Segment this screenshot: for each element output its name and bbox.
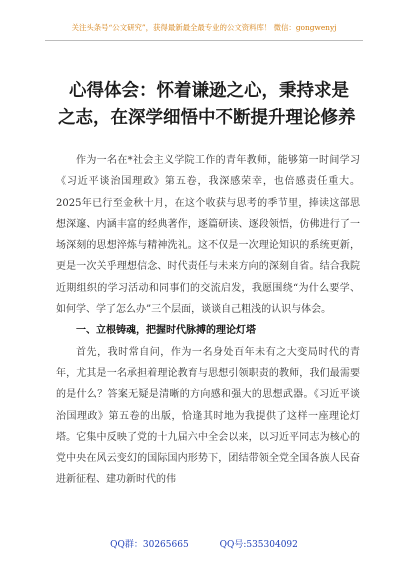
- document-body: [56, 150, 360, 491]
- section-heading-1: 一、立根铸魂，把握时代脉搏的理论灯塔: [76, 325, 256, 337]
- intro-paragraph: 作为一名在*社会主义学院工作的青年教师，能够第一时间学习《习近平谈治国理政》第五卷，我深感荣幸，也倍感责任重大。2025年已行至金秋十月，在这个收获与思考的季节里，捧读这部思想深邃、内涵丰富的经典著作，逐篇研读、逐段领悟，仿佛进行了一场深刻的思想淬炼与精神洗礼。这不仅是一次理论知识的系统更新，更是一次关乎理想信念、时代责任与未来方向的深刻自省。结合我院近期组织的学习活动和同事们的交流启发，我愿围绕“为什么要学、如何学、学了怎么办”三个层面，谈谈自己粗浅的认识与体会。: [56, 155, 360, 316]
- title-line-1: 心得体会：怀着谦逊之心，秉持求是: [69, 81, 349, 101]
- header-divider: [45, 40, 363, 41]
- section-1-paragraph: 首先，我时常自问，作为一名身处百年未有之大变局时代的青年，尤其是一名承担着理论教育与思想引领职责的教师，我们最需要的是什么？答案无疑是清晰的方向感和强大的思想武器。《习近平谈治国理政》第五卷的出版，恰逢其时地为我提供了这样一座理论灯塔。它集中反映了党的十九届六中全会以来，以习近平同志为核心的党中央在风云变幻的国际国内形势下，团结带领全党全国各族人民奋进新征程、建功新时代的伟: [56, 346, 360, 486]
- promo-banner: 关注头条号“公文研究”，获得最新最全最专业的公文资料库！ 微信：gongwenyj: [71, 23, 337, 32]
- qq-group-label: QQ群：30265665: [110, 540, 189, 550]
- document-title: [58, 78, 360, 132]
- qq-number-label: QQ号:535304092: [219, 540, 298, 550]
- footer-contact: [0, 537, 408, 550]
- title-line-2: 之志，在深学细悟中不断提升理论修养: [58, 108, 356, 128]
